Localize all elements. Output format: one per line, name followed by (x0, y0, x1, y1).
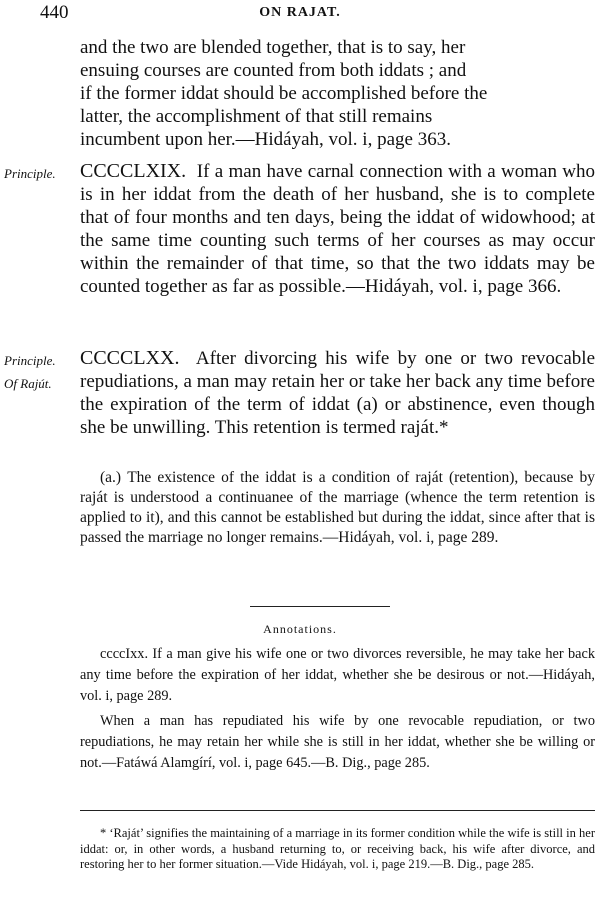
principle-text: After divorcing his wife by one or two revocable repudiations, a man may retain her or take her back any time before the expiration of the term of iddat (a) or abstinence, even though she be unwilling. This retention is termed raját.* (80, 348, 596, 438)
annotations-title: Annotations. (263, 622, 337, 636)
page-header (0, 2, 600, 28)
note-a (80, 468, 595, 548)
continued-paragraph (80, 36, 595, 151)
text-line: latter, the accomplishment of that still remains (80, 106, 433, 127)
running-title: ON RAJAT. (259, 5, 341, 20)
principle-number: CCCCLXX. (80, 347, 180, 369)
principle-469 (80, 160, 595, 298)
page-number: 440 (40, 2, 69, 23)
text-line: if the former iddat should be accomplished before the (80, 83, 488, 104)
principle-470 (80, 347, 595, 439)
principle-number: CCCCLXIX. (80, 160, 187, 182)
footnote (80, 826, 595, 873)
footnote-text: * ‘Raját’ signifies the maintaining of a marriage in its former condition while the wife is still in her iddat: or, in other words, a husband returning to, or receiving back, his wife after divorce, and restoring her to her former situation.—Vide Hidáyah, vol. i, page 219.—B. Dig., page 285. (80, 826, 595, 871)
margin-label-principle: Principle. (4, 353, 56, 368)
text-line: and the two are blended together, that is to say, her (80, 37, 466, 58)
annotations (80, 644, 595, 774)
footnote-divider (80, 810, 595, 811)
text-line: incumbent upon her.—Hidáyah, vol. i, page 363. (80, 129, 451, 150)
note-text: The existence of the iddat is a condition of raját (retention), because by raját is understood a continuanee of the marriage (whence the term retention is applied to it), and this cannot be established but during the iddat, since after that is passed the marriage no longer remains.—Hidáyah, vol. i, page 289. (80, 469, 596, 546)
note-marker: (a.) (100, 469, 122, 486)
divider (250, 606, 390, 607)
margin-label-principle: Principle. (4, 166, 56, 181)
principle-text: If a man have carnal connection with a woman who is in her iddat from the death of her husband, she is to complete that of four months and ten days, being the iddat of widowhood; at the same time counting such terms of her courses as may occur within the remainder of that time, so that the two iddats may be counted together as far as possible.—Hidáyah, vol. i, page 366. (80, 161, 596, 297)
annotation-item: When a man has repudiated his wife by one revocable repudiation, or two repudiations, he may retain her while she is still in her iddat, whether she be willing or not.—Fatáwá Alamgírí, vol. i, page 645.—B. Dig., page 285. (80, 713, 595, 771)
annotation-item: ccccIxx. If a man give his wife one or two divorces reversible, he may take her back any time before the expiration of her iddat, whether she be desirous or not.—Hidáyah, vol. i, page 289. (80, 646, 595, 704)
text-line: ensuing courses are counted from both iddats ; and (80, 60, 467, 81)
margin-label-topic: Of Rajút. (4, 376, 52, 391)
